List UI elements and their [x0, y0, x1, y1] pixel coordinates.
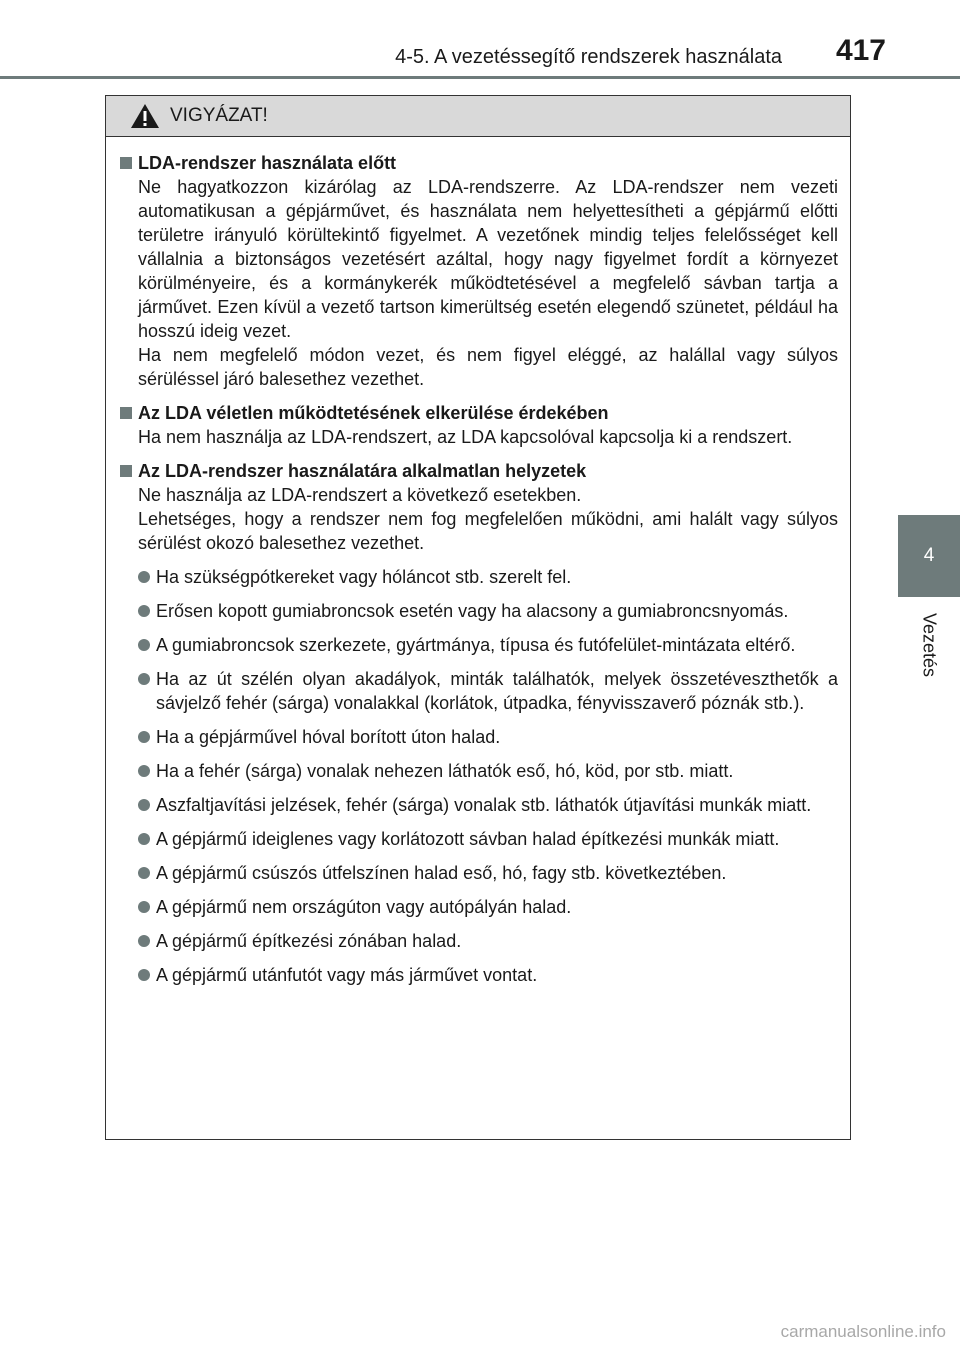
- list-item: [118, 599, 838, 623]
- paragraph: Ne hagyatkozzon kizárólag az LDA-rendszerre. Az LDA-rendszer nem vezeti automatikusan a gépjárművet, és használata nem helyettesítheti a gépjármű előtti területre irányuló körültekintő figyelmet. A vezetőnek mindig teljes felelősséget kell vállalnia a biztonságos vezetésért azáltal, hogy nagy figyelmet fordít a környezet körülményeire, és a kormánykerék működtetésével a megfelelő sávban tartja a járművet. Ezen kívül a vezető tartson kimerültség esetén elegendő szünetet, például ha hosszú ideig vezet.: [138, 177, 838, 341]
- bullet-dot-icon: [138, 639, 150, 651]
- section-unsuitable-situations: [118, 459, 838, 987]
- bullet-dot-icon: [138, 935, 150, 947]
- bullet-dot-icon: [138, 605, 150, 617]
- list-item: [118, 895, 838, 919]
- chapter-tab[interactable]: [898, 515, 960, 597]
- bullet-dot-icon: [138, 799, 150, 811]
- caution-box: [105, 95, 851, 1140]
- chapter-number: 4: [923, 545, 935, 566]
- bullet-dot-icon: [138, 901, 150, 913]
- list-item: [118, 633, 838, 657]
- paragraph: Ha nem használja az LDA-rendszert, az LDA kapcsolóval kapcsolja ki a rendszert.: [138, 427, 793, 447]
- list-item: [118, 827, 838, 851]
- bullet-dot-icon: [138, 673, 150, 685]
- watermark: carmanualsonline.info: [780, 1322, 946, 1341]
- paragraph: Lehetséges, hogy a rendszer nem fog megfelelően működni, ami halált vagy súlyos sérülést okozó balesethez vezethet.: [138, 509, 838, 553]
- caution-header: [106, 96, 850, 137]
- section-title: [118, 151, 838, 175]
- list-item-text: A gépjármű nem országúton vagy autópályán halad.: [156, 897, 572, 917]
- list-item-text: Ha szükségpótkereket vagy hóláncot stb. szerelt fel.: [156, 567, 572, 587]
- square-bullet-icon: [120, 465, 132, 477]
- page-number: 417: [835, 34, 886, 67]
- square-bullet-icon: [120, 407, 132, 419]
- list-item-text: A gépjármű utánfutót vagy más járművet vontat.: [156, 965, 538, 985]
- list-item-text: Aszfaltjavítási jelzések, fehér (sárga) vonalak stb. láthatók útjavítási munkák miatt.: [156, 795, 812, 815]
- caution-body: [106, 137, 850, 987]
- section-heading: Az LDA-rendszer használatára alkalmatlan helyzetek: [138, 461, 587, 481]
- bullet-dot-icon: [138, 833, 150, 845]
- list-item: [118, 725, 838, 749]
- caution-title: VIGYÁZAT!: [170, 105, 268, 126]
- list-item: [118, 667, 838, 715]
- list-item-text: Ha az út szélén olyan akadályok, minták találhatók, melyek összetéveszthetők a sávjelző fehér (sárga) vonalakkal (korlátok, útpadka, fényvisszaverő póznák stb.).: [156, 669, 838, 713]
- list-item: [118, 565, 838, 589]
- list-item-text: A gépjármű építkezési zónában halad.: [156, 931, 462, 951]
- section-title: [118, 459, 838, 483]
- section-heading: LDA-rendszer használata előtt: [138, 153, 397, 173]
- list-item-text: A gépjármű ideiglenes vagy korlátozott sávban halad építkezési munkák miatt.: [156, 829, 780, 849]
- chapter-label-text: Vezetés: [919, 612, 940, 678]
- section-before-use: [118, 151, 838, 391]
- bullet-dot-icon: [138, 731, 150, 743]
- list-item: [118, 861, 838, 885]
- bullet-dot-icon: [138, 571, 150, 583]
- list-item: [118, 963, 838, 987]
- list-item: [118, 793, 838, 817]
- list-item-text: A gumiabroncsok szerkezete, gyártmánya, típusa és futófelület-mintázata eltérő.: [156, 635, 796, 655]
- section-title: [118, 401, 838, 425]
- bullet-dot-icon: [138, 867, 150, 879]
- warning-triangle-icon: [130, 103, 160, 129]
- paragraph: Ne használja az LDA-rendszert a következő esetekben.: [138, 485, 582, 505]
- section-title: 4-5. A vezetéssegítő rendszerek használata: [395, 46, 782, 68]
- square-bullet-icon: [120, 157, 132, 169]
- bullet-dot-icon: [138, 765, 150, 777]
- header-divider: [0, 76, 960, 79]
- section-avoid-activation: [118, 401, 838, 449]
- section-heading: Az LDA véletlen működtetésének elkerülése érdekében: [138, 403, 609, 423]
- list-item: [118, 759, 838, 783]
- list-item-text: Ha a fehér (sárga) vonalak nehezen láthatók eső, hó, köd, por stb. miatt.: [156, 761, 734, 781]
- list-item-text: A gépjármű csúszós útfelszínen halad eső, hó, fagy stb. következtében.: [156, 863, 727, 883]
- bullet-dot-icon: [138, 969, 150, 981]
- paragraph: Ha nem megfelelő módon vezet, és nem figyel eléggé, az halállal vagy súlyos sérüléssel járó balesethez vezethet.: [138, 345, 838, 389]
- list-item-text: Erősen kopott gumiabroncsok esetén vagy ha alacsony a gumiabroncsnyomás.: [156, 601, 789, 621]
- chapter-label: [914, 600, 944, 690]
- list-item: [118, 929, 838, 953]
- list-item-text: Ha a gépjárművel hóval borított úton halad.: [156, 727, 501, 747]
